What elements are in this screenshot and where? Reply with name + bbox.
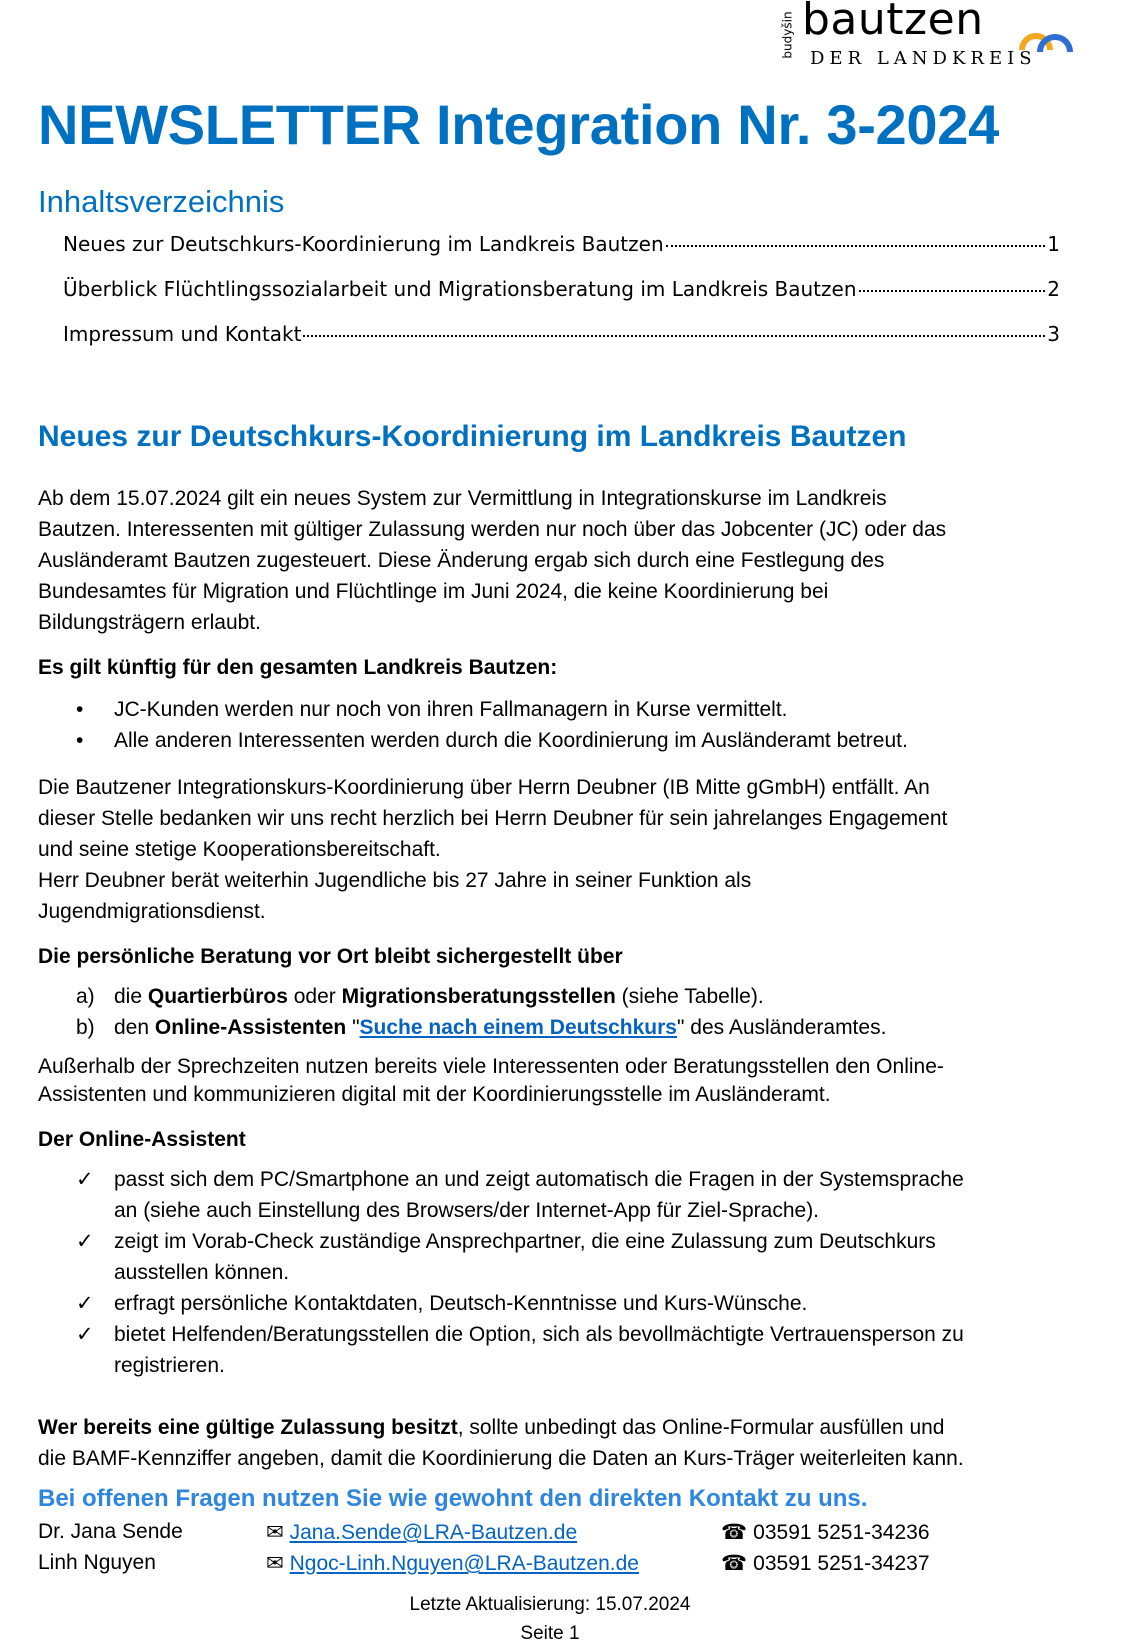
paragraph-line: und seine stetige Kooperationsbereitschaft.	[38, 838, 441, 861]
checkmark-icon: ✓	[76, 1292, 94, 1315]
toc-leader-dots	[666, 245, 1046, 247]
paragraph-line: Assistenten und kommunizieren digital mit der Koordinierungsstelle im Ausländeramt.	[38, 1083, 831, 1106]
paragraph-line: Die Bautzener Integrationskurs-Koordinierung über Herrn Deubner (IB Mitte gGmbH) entfällt. An	[38, 776, 930, 799]
paragraph-line: Wer bereits eine gültige Zulassung besitzt, sollte unbedingt das Online-Formular ausfüllen und	[38, 1416, 945, 1439]
logo-subtitle: DER LANDKREIS	[810, 48, 1037, 69]
logo-side-text: budyšin	[780, 11, 795, 59]
beratung-heading: Die persönliche Beratung vor Ort bleibt sichergestellt über	[38, 945, 623, 968]
contact-name: Linh Nguyen	[38, 1551, 156, 1574]
online-paragraph	[38, 1053, 1068, 1109]
deutschkurs-search-link[interactable]: Suche nach einem Deutschkurs	[359, 1016, 677, 1039]
toc-entry-label: Neues zur Deutschkurs-Koordinierung im Landkreis Bautzen	[63, 232, 664, 256]
toc-leader-dots	[303, 335, 1045, 337]
landkreis-logo	[780, 2, 1090, 70]
enum-marker: a)	[76, 985, 95, 1008]
assistant-heading: Der Online-Assistent	[38, 1128, 246, 1151]
paragraph-line: Herr Deubner berät weiterhin Jugendliche bis 27 Jahre in seiner Funktion als	[38, 869, 752, 892]
footer-updated: Letzte Aktualisierung: 15.07.2024	[409, 1594, 691, 1615]
contact-phone: 03591 5251-34237	[753, 1552, 930, 1575]
logo-arc-icon	[1016, 12, 1074, 56]
list-item-text: JC-Kunden werden nur noch von ihren Fallmanagern in Kurse vermittelt.	[114, 698, 788, 721]
rule-heading: Es gilt künftig für den gesamten Landkreis Bautzen:	[38, 656, 558, 679]
contact-heading: Bei offenen Fragen nutzen Sie wie gewohnt den direkten Kontakt zu uns.	[38, 1485, 868, 1512]
paragraph-line: Bildungsträgern erlaubt.	[38, 611, 261, 634]
paragraph-line: die BAMF-Kennziffer angeben, damit die Koordinierung die Daten an Kurs-Träger weiterleiten kann.	[38, 1447, 964, 1470]
contact-email-link[interactable]: Jana.Sende@LRA-Bautzen.de	[289, 1521, 578, 1544]
list-item-text: Alle anderen Interessenten werden durch die Koordinierung im Ausländeramt betreut.	[114, 729, 908, 752]
paragraph-line: Jugendmigrationsdienst.	[38, 900, 266, 923]
toc-entry-page: 3	[1047, 322, 1060, 346]
paragraph-line: Bundesamtes für Migration und Flüchtlinge im Juni 2024, die keine Koordinierung bei	[38, 580, 829, 603]
envelope-icon: ✉	[266, 1551, 284, 1575]
deubner-paragraph	[38, 772, 1068, 927]
section-heading: Neues zur Deutschkurs-Koordinierung im Landkreis Bautzen	[38, 420, 907, 453]
toc-heading: Inhaltsverzeichnis	[38, 184, 285, 219]
contact-email-link[interactable]: Ngoc-Linh.Nguyen@LRA-Bautzen.de	[289, 1552, 639, 1575]
paragraph-line: Außerhalb der Sprechzeiten nutzen bereits viele Interessenten oder Beratungsstellen den Online-	[38, 1055, 944, 1078]
phone-icon: ☎	[721, 1551, 748, 1575]
intro-paragraph	[38, 483, 1068, 638]
toc-entry-label: Impressum und Kontakt	[63, 322, 302, 346]
list-item-text: zeigt im Vorab-Check zuständige Ansprechpartner, die eine Zulassung zum Deutschkurs ausstellen können.	[114, 1230, 936, 1284]
paragraph-line: Bautzen. Interessenten mit gültiger Zulassung werden nur noch über das Jobcenter (JC) oder das	[38, 518, 947, 541]
toc-entry[interactable]	[63, 277, 1060, 307]
newsletter-title: NEWSLETTER Integration Nr. 3-2024	[38, 93, 999, 156]
toc-entry-label: Überblick Flüchtlingssozialarbeit und Migrationsberatung im Landkreis Bautzen	[63, 277, 857, 301]
logo-wordmark: bautzen	[802, 0, 984, 45]
checkmark-icon: ✓	[76, 1323, 94, 1346]
toc-entry-page: 2	[1047, 277, 1060, 301]
contact-row	[38, 1520, 1068, 1551]
checkmark-icon: ✓	[76, 1230, 94, 1253]
toc-entry[interactable]	[63, 322, 1060, 352]
phone-icon: ☎	[721, 1520, 748, 1544]
paragraph-line: Ausländeramt Bautzen zugesteuert. Diese Änderung ergab sich durch eine Festlegung des	[38, 549, 885, 572]
envelope-icon: ✉	[266, 1520, 284, 1544]
toc-leader-dots	[859, 290, 1046, 292]
list-item-text: passt sich dem PC/Smartphone an und zeigt automatisch die Fragen in der Systemsprache an (siehe auch Einstellung des Browsers/der Internet-App für Ziel-Sprache).	[114, 1168, 964, 1222]
paragraph-line: dieser Stelle bedanken wir uns recht herzlich bei Herrn Deubner für sein jahrelanges Engagement	[38, 807, 948, 830]
contact-row	[38, 1551, 1068, 1582]
footer-page-number: Seite 1	[520, 1623, 580, 1644]
contact-name: Dr. Jana Sende	[38, 1520, 183, 1543]
list-item-text: bietet Helfenden/Beratungsstellen die Option, sich als bevollmächtigte Vertrauensperson zu registrieren.	[114, 1323, 964, 1377]
checkmark-icon: ✓	[76, 1168, 94, 1191]
list-item-text: erfragt persönliche Kontaktdaten, Deutsch-Kenntnisse und Kurs-Wünsche.	[114, 1292, 808, 1315]
toc-entry-page: 1	[1047, 232, 1060, 256]
final-paragraph	[38, 1412, 1068, 1474]
toc-entry[interactable]	[63, 232, 1060, 262]
bullet-icon: •	[76, 698, 84, 721]
paragraph-line: Ab dem 15.07.2024 gilt ein neues System zur Vermittlung in Integrationskurse im Landkreis	[38, 487, 887, 510]
list-item-text: den Online-Assistenten "Suche nach einem Deutschkurs" des Ausländeramtes.	[114, 1016, 887, 1039]
enum-marker: b)	[76, 1016, 95, 1039]
bullet-icon: •	[76, 729, 84, 752]
contact-phone: 03591 5251-34236	[753, 1521, 930, 1544]
list-item-text: die Quartierbüros oder Migrationsberatungsstellen (siehe Tabelle).	[114, 985, 764, 1008]
